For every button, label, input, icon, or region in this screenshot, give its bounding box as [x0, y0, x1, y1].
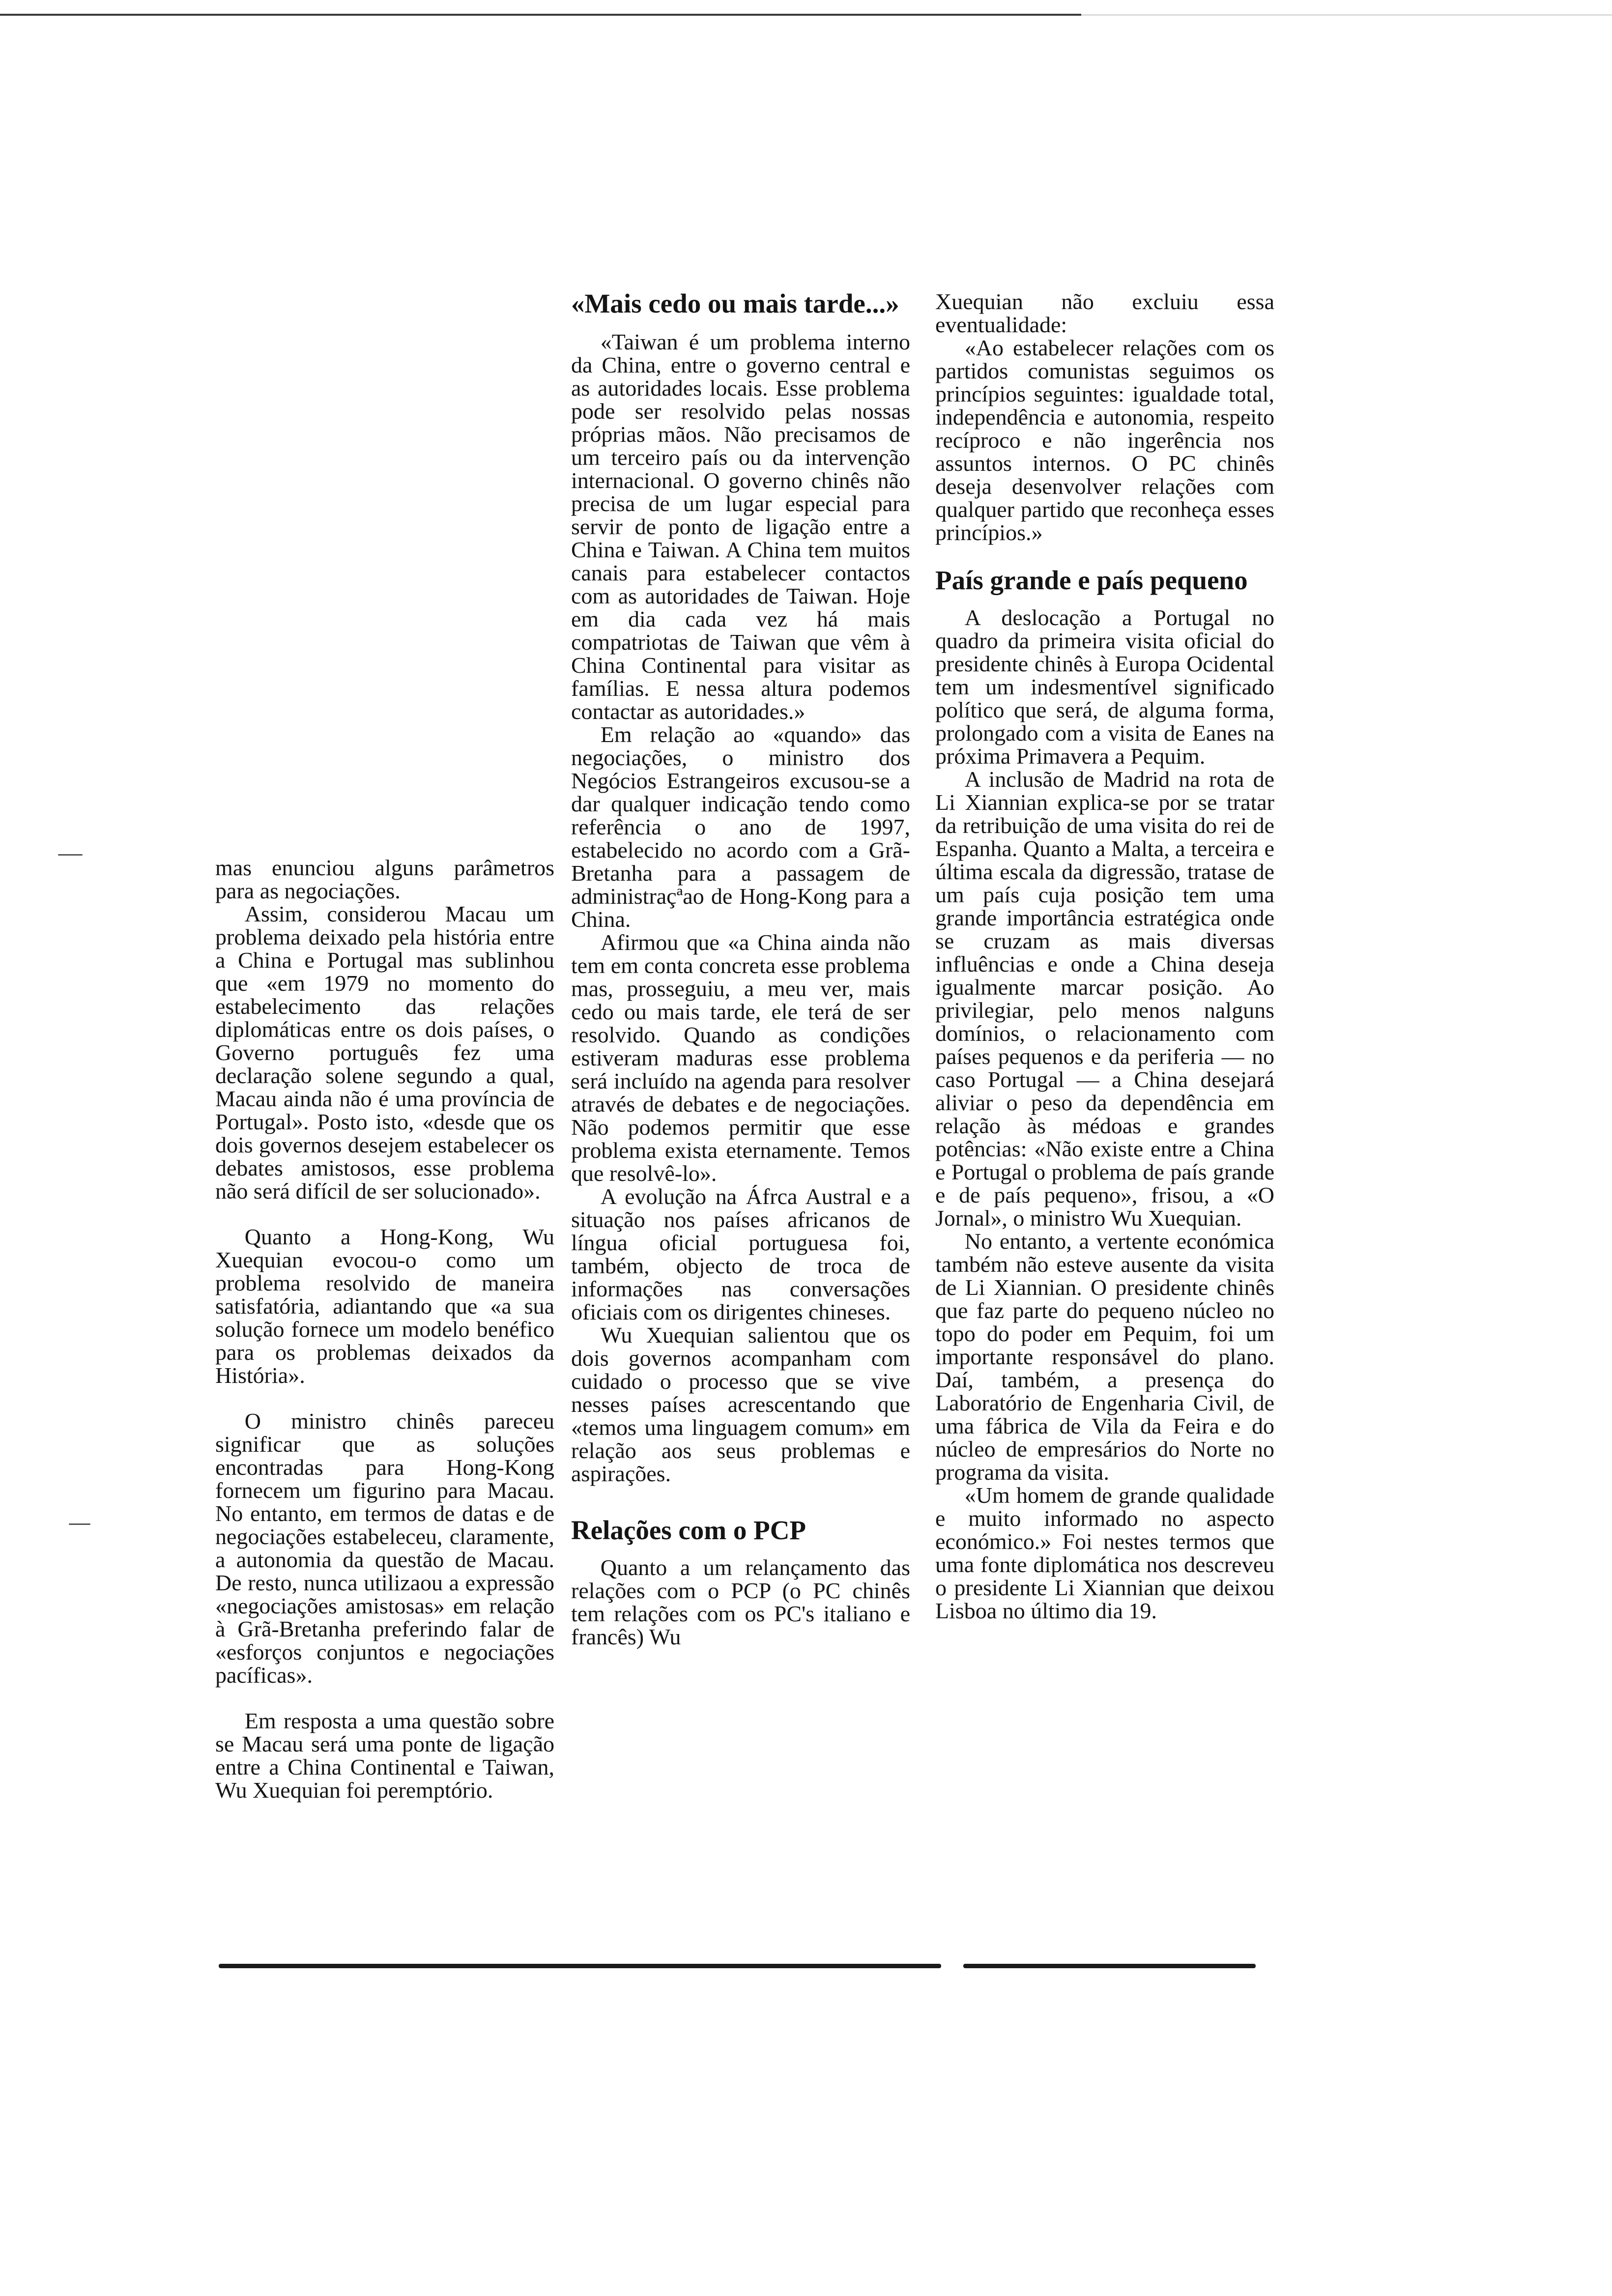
paragraph: «Ao estabelecer relações com os partidos comunistas seguimos os princípios seguintes: igualdade total, independência e autonomia, respeito recíproco e não ingerência nos assuntos internos. O PC chinês deseja desenvolver relações com qualquer partido que reconheça esses princípios.»: [935, 335, 1274, 545]
bottom-rule-right: [963, 1964, 1256, 1968]
paragraph: A deslocação a Portugal no quadro da primeira visita oficial do presidente chinês à Europa Ocidental tem um indesmentível significado político que será, de alguma forma, prolongado com a visita de Eanes na próxima Primavera a Pequim.: [935, 605, 1274, 769]
article-column-1: [215, 856, 554, 1802]
paragraph: O ministro chinês pareceu significar que as soluções encontradas para Hong-Kong fornecem um figurino para Macau. No entanto, em termos de datas e de negociações estabeleceu, claramente, a autonomia da questão de Macau. De resto, nunca utilizaou a expressão «negociações amistosas» em relação à Grã-Bretanha preferindo falar de «esforços conjuntos e negociações pacíficas».: [215, 1408, 554, 1688]
margin-mark-left-2: [69, 1523, 90, 1525]
paragraph: Em relação ao «quando» das negociações, o ministro dos Negócios Estrangeiros excusou-se a dar qualquer indicação tendo como referência o ano de 1997, estabelecido no acordo com a Grã-Bretanha para a passagem de administraçªao de Hong-Kong para a China.: [571, 722, 910, 932]
paragraph: mas enunciou alguns parâmetros para as negociações.: [215, 855, 554, 903]
top-rule: [0, 14, 1081, 16]
paragraph: Afirmou que «a China ainda não tem em conta concreta esse problema mas, prosseguiu, a meu ver, mais cedo ou mais tarde, ele terá de ser resolvido. Quando as condições estiveram maduras esse problema será incluído na agenda para resolver através de debates e de negociações. Não podemos permitir que esse problema exista eternamente. Temos que resolvê-lo».: [571, 930, 910, 1186]
paragraph: Xuequian não excluiu essa eventualidade:: [935, 289, 1274, 337]
paragraph: Wu Xuequian salientou que os dois governos acompanham com cuidado o processo que se vive nesses países acrescentando que «temos uma linguagem comum» em relação aos seus problemas e aspirações.: [571, 1322, 910, 1486]
paragraph: «Um homem de grande qualidade e muito informado no aspecto económico.» Foi nestes termos que uma fonte diplomática nos descreveu o presidente Li Xiannian que deixou Lisboa no último dia 19.: [935, 1483, 1274, 1623]
paragraph: Assim, considerou Macau um problema deixado pela história entre a China e Portugal mas sublinhou que «em 1979 no momento do estabelecimento das relações diplomáticas entre os dois países, o Governo português fez uma declaração solene segundo a qual, Macau ainda não é uma província de Portugal». Posto isto, «desde que os dois governos desejem estabelecer os debates amistosos, esse problema não será difícil de ser solucionado».: [215, 901, 554, 1204]
paragraph: Em resposta a uma questão sobre se Macau será uma ponte de ligação entre a China Continental e Taiwan, Wu Xuequian foi peremptório.: [215, 1708, 554, 1803]
paragraph: «Taiwan é um problema interno da China, entre o governo central e as autoridades locais. Esse problema pode ser resolvido pelas nossas próprias mãos. Não precisamos de um terceiro país ou da intervenção internacional. O governo chinês não precisa de um lugar especial para servir de ponto de ligação entre a China e Taiwan. A China tem muitos canais para estabelecer contactos com as autoridades de Taiwan. Hoje em dia cada vez há mais compatriotas de Taiwan que vêm à China Continental para visitar as famílias. E nessa altura podemos contactar as autoridades.»: [571, 329, 910, 724]
paragraph: Quanto a um relançamento das relações com o PCP (o PC chinês tem relações com os PC's italiano e francês) Wu: [571, 1555, 910, 1649]
section-heading-mais-cedo: «Mais cedo ou mais tarde...»: [571, 288, 899, 318]
paragraph: A inclusão de Madrid na rota de Li Xiannian explica-se por se tratar da retribuição de uma visita do rei de Espanha. Quanto a Malta, a terceira e última escala da digressão, tratase de um país cuja posição tem uma grande importância estratégica onde se cruzam as mais diversas influências e onde a China deseja igualmente marcar posição. Ao privilegiar, pelo menos nalguns domínios, o relacionamento com países pequenos e da periferia — no caso Portugal — a China desejará aliviar o peso da dependência em relação às médoas e grandes potências: «Não existe entre a China e Portugal o problema de país grande e de país pequeno», frisou, a «O Jornal», o ministro Wu Xuequian.: [935, 767, 1274, 1231]
section-heading-relacoes-pcp: Relações com o PCP: [571, 1515, 806, 1545]
article-column-2: [571, 290, 910, 1648]
article-column-3: [935, 290, 1274, 1622]
bottom-rule-left: [219, 1964, 941, 1968]
paragraph: No entanto, a vertente económica também não esteve ausente da visita de Li Xiannian. O presidente chinês que faz parte do pequeno núcleo no topo do poder em Pequim, foi um importante responsável do plano. Daí, também, a presença do Laboratório de Engenharia Civil, de uma fábrica de Vila da Feira e do núcleo de empresários do Norte no programa da visita.: [935, 1229, 1274, 1485]
paragraph: A evolução na Áfrca Austral e a situação nos países africanos de língua oficial portuguesa foi, também, objecto de troca de informações nas conversações oficiais com os dirigentes chineses.: [571, 1184, 910, 1324]
section-heading-pais-grande: País grande e país pequeno: [935, 565, 1248, 595]
margin-mark-left-1: [58, 854, 83, 856]
paragraph: Quanto a Hong-Kong, Wu Xuequian evocou-o como um problema resolvido de maneira satisfatória, adiantando que «a sua solução fornece um modelo benéfico para os problemas deixados da História».: [215, 1224, 554, 1388]
